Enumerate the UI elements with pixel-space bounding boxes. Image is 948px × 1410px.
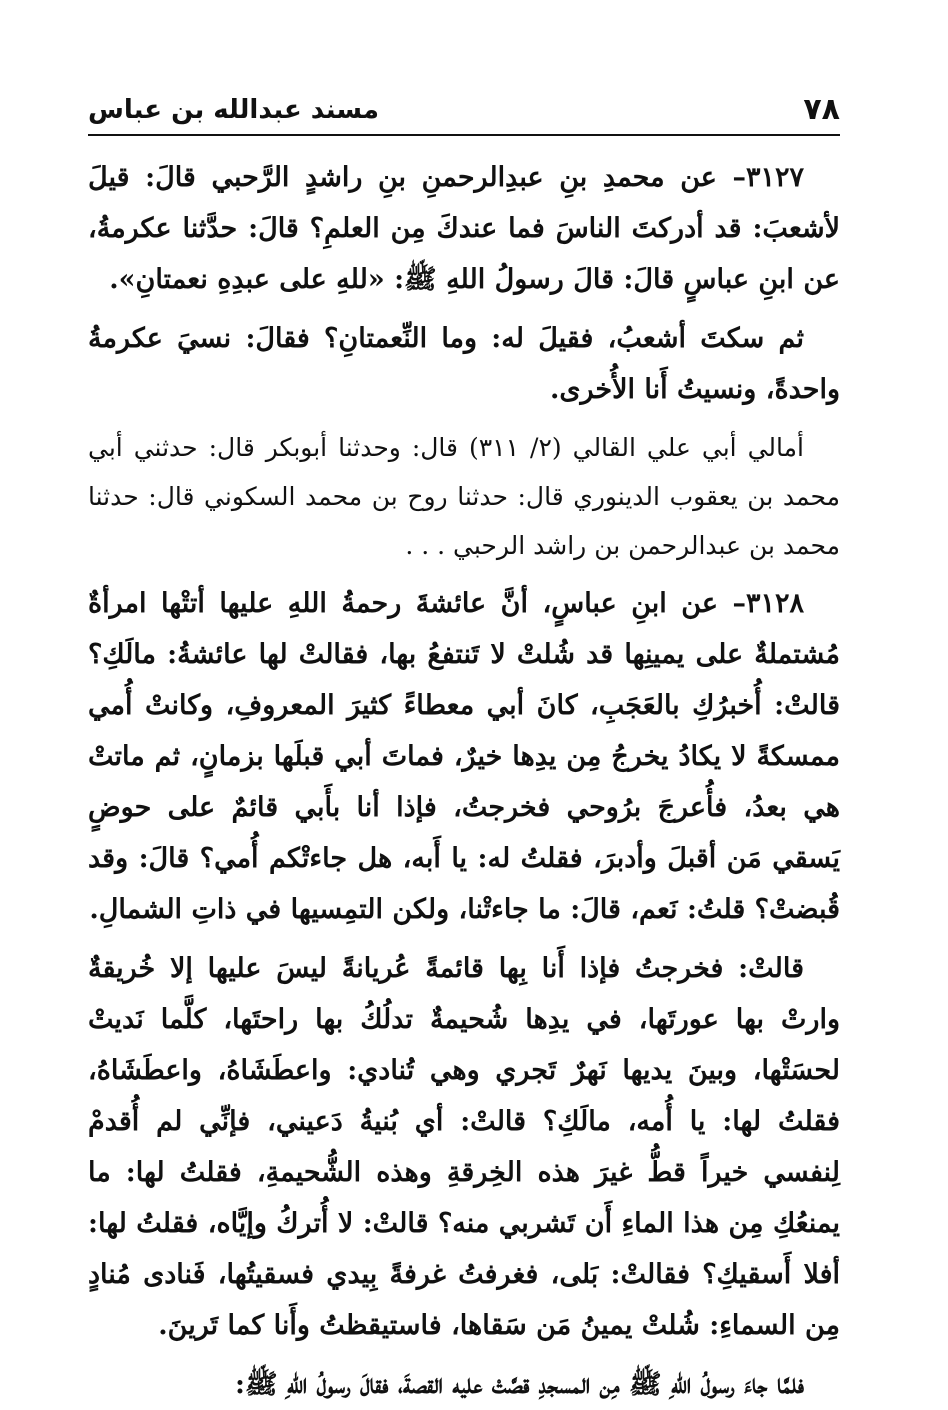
page-header <box>88 92 840 132</box>
hadith-3127-continuation: ثم سكتَ أشعبُ، فقيلَ له: وما النِّعمتانِ؟ فقالَ: نسيَ عكرمةُ واحدةً، ونسيتُ أَنا الأُخرى. <box>88 323 840 405</box>
page-number: ٧٨ <box>803 92 840 127</box>
hadith-3128-continuation: قالتْ: فخرجتُ فإذا أَنا بِها قائمةً عُريانةً ليسَ عليها إلا خُريقةٌ وارتْ بها عورتَها، في يدِها شُحيمةٌ تدلُكُ بها راحتَها، كلَّما نَديتْ لحسَتْها، وبينَ يديها نَهرٌ تَجري وهي تُنادي: واعطَشَاهُ، واعطَشَاهُ، فقلتُ لها: يا أُمه، مالَكِ؟ قالتْ: أي بُنيةُ دَعيني، فإنِّي لم أُقدمْ لِنفسي خيراً قطُّ غيرَ هذه الخِرقةِ وهذه الشُّحيمةِ، فقلتُ لها: ما يمنعُكِ مِن هذا الماءِ أَن تَشربي منه؟ قالتْ: لا أُتركُ وإيَّاه، فقلتُ لها: أفلا أَسقيكِ؟ فقالتْ: بَلى، فغرفتُ غرفةً بِيدي فسقيتُها، فَنادى مُنادٍ مِن السماءِ: شُلتْ يمينُ مَن سَقاها، فاستيقظتُ وأَنا كما تَرينَ. <box>88 953 840 1341</box>
header-rule <box>88 134 840 136</box>
hadith-3128: ٣١٢٨– عن ابنِ عباسٍ، أنَّ عائشةَ رحمةُ اللهِ عليها أتتْها امرأةٌ مُشتملةٌ على يمينِها قد شُلتْ لا تَنتفعُ بها، فقالتْ لها عائشةُ: مالَكِ؟ قالتْ: أُخبرُكِ بالعَجَبِ، كانَ أبي معطاءً كثيرَ المعروفِ، وكانتْ أُمي ممسكةً لا يكادُ يخرجُ مِن يدِها خيرٌ، فماتَ أبي قبلَها بزمانٍ، ثم ماتتْ هي بعدُ، فأُعرجَ برُوحي فخرجتُ، فإذا أنا بأَبي قائمٌ على حوضٍ يَسقي مَن أقبلَ وأدبرَ، فقلتُ له: يا أَبه، هل جاءتْكم أُمي؟ قالَ: وقد قُبضتْ؟ قلتُ: نَعم، قالَ: ما جاءتْنا، ولكن التمِسيها في ذاتِ الشمالِ. <box>88 588 840 925</box>
hadith-3127: ٣١٢٧– عن محمدِ بنِ عبدِالرحمنِ بنِ راشدٍ الرَّحبي قالَ: قيلَ لأشعبَ: قد أدركتَ الناسَ فما عندكَ مِن العلمِ؟ قالَ: حدَّثنا عكرمةُ، عن ابنِ عباسٍ قالَ: قالَ رسولُ اللهِ ﷺ: «للهِ على عبدِهِ نعمتانِ». <box>88 162 840 295</box>
page-body <box>88 152 840 1410</box>
source-note: أمالي أبي علي القالي (٢/ ٣١١) قال: وحدثنا أبوبكر قال: حدثني أبي محمد بن يعقوب الدينوري قال: حدثنا روح بن محمد السكوني قال: حدثنا محمد بن عبدالرحمن بن راشد الرحبي . . . <box>88 433 840 560</box>
hadith-3128-ending: فلمَّا جاءَ رسولُ اللهِ ﷺ مِن المسجدِ قصَّتْ عليه القصةَ، فقالَ رسولُ اللهِ ﷺ: <box>235 1369 804 1400</box>
running-title: مسند عبدالله بن عباس <box>88 95 379 125</box>
